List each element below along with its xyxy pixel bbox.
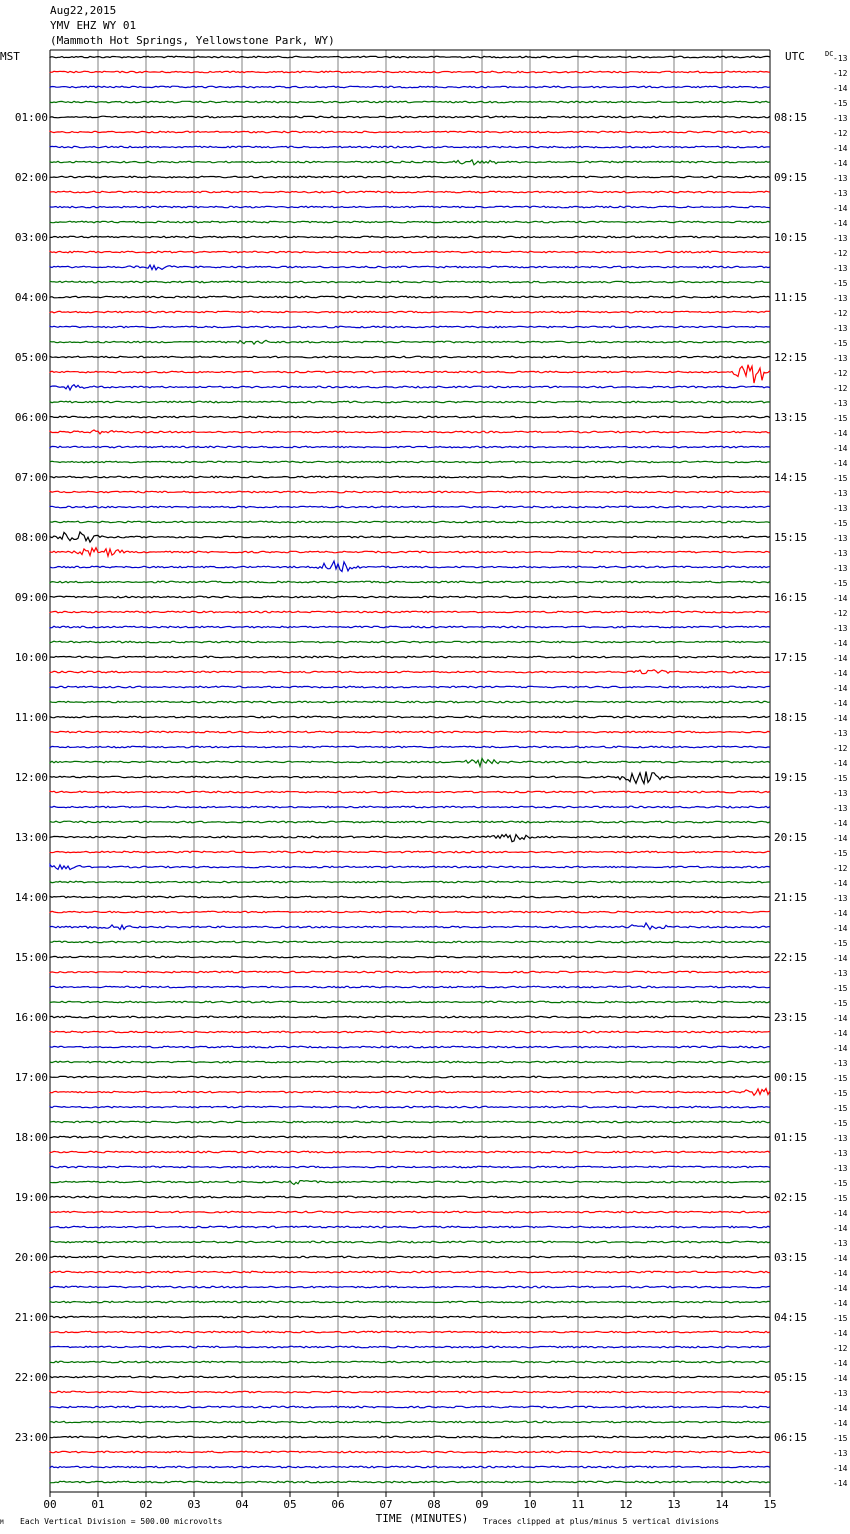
trace-row-48 [50, 772, 770, 784]
dc-offset-label: -14 [833, 699, 848, 708]
mst-hour-label: 21:00 [14, 1311, 48, 1324]
trace-row-35 [50, 581, 770, 583]
trace-row-38 [50, 626, 770, 628]
dc-offset-label: -14 [833, 759, 848, 768]
dc-offset-label: -13 [833, 294, 848, 303]
trace-row-65 [50, 1031, 770, 1033]
x-tick-label: 14 [715, 1498, 729, 1511]
dc-offset-label: -14 [833, 594, 848, 603]
mst-hour-label: 18:00 [14, 1131, 48, 1144]
trace-row-66 [50, 1046, 770, 1048]
trace-row-54 [50, 865, 770, 870]
x-tick-label: 13 [667, 1498, 681, 1511]
chart-station: YMV EHZ WY 01 [50, 19, 137, 32]
trace-row-44 [50, 716, 770, 718]
utc-hour-label: 19:15 [774, 771, 808, 784]
dc-offset-label: -14 [833, 879, 848, 888]
utc-hour-label: 18:15 [774, 711, 808, 724]
trace-row-7 [50, 160, 770, 165]
x-tick-label: 15 [763, 1498, 777, 1511]
utc-hour-label: 10:15 [774, 231, 808, 244]
trace-row-79 [50, 1241, 770, 1243]
trace-row-26 [50, 446, 770, 448]
trace-row-4 [50, 116, 770, 118]
x-tick-label: 10 [523, 1498, 537, 1511]
dc-offset-label: -14 [833, 1479, 848, 1488]
mst-hour-label: 16:00 [14, 1011, 48, 1024]
utc-hour-label: 14:15 [774, 471, 808, 484]
trace-row-27 [50, 461, 770, 463]
dc-offset-label: -13 [833, 1059, 848, 1068]
dc-offset-label: -12 [833, 384, 848, 393]
mst-hour-label: 09:00 [14, 591, 48, 604]
trace-row-41 [50, 670, 770, 674]
mst-hour-label: 06:00 [14, 411, 48, 424]
trace-row-37 [50, 611, 770, 613]
dc-offset-label: -13 [833, 1239, 848, 1248]
trace-row-31 [50, 521, 770, 523]
dc-offset-label: -14 [833, 1359, 848, 1368]
utc-hour-label: 00:15 [774, 1071, 808, 1084]
dc-offset-label: -12 [833, 309, 848, 318]
clip-note: Traces clipped at plus/minus 5 vertical divisions [483, 1517, 720, 1526]
trace-row-30 [50, 506, 770, 508]
utc-hour-label: 16:15 [774, 591, 808, 604]
dc-offset-label: -15 [833, 339, 848, 348]
x-tick-label: 00 [43, 1498, 57, 1511]
trace-row-72 [50, 1136, 770, 1138]
dc-offset-label: -13 [833, 729, 848, 738]
x-tick-label: 07 [379, 1498, 393, 1511]
trace-row-2 [50, 86, 770, 88]
trace-row-45 [50, 731, 770, 733]
scale-note: Each Vertical Division = 500.00 microvolts [20, 1517, 223, 1526]
dc-offset-label: -14 [833, 639, 848, 648]
trace-row-64 [50, 1016, 770, 1018]
utc-hour-label: 02:15 [774, 1191, 808, 1204]
dc-offset-label: -13 [833, 399, 848, 408]
trace-row-88 [50, 1376, 770, 1378]
utc-hour-label: 23:15 [774, 1011, 808, 1024]
dc-offset-label: -14 [833, 204, 848, 213]
mst-hour-label: 01:00 [14, 111, 48, 124]
trace-row-32 [50, 532, 770, 542]
dc-offset-label: -14 [833, 144, 848, 153]
x-tick-label: 05 [283, 1498, 297, 1511]
dc-offset-label: -14 [833, 669, 848, 678]
x-tick-label: 06 [331, 1498, 345, 1511]
dc-offset-label: -13 [833, 54, 848, 63]
mst-hour-label: 10:00 [14, 651, 48, 664]
dc-offset-label: -14 [833, 714, 848, 723]
trace-row-83 [50, 1301, 770, 1303]
dc-offset-label: -13 [833, 324, 848, 333]
utc-hour-label: 11:15 [774, 291, 808, 304]
dc-offset-label: -13 [833, 174, 848, 183]
utc-hour-label: 04:15 [774, 1311, 808, 1324]
dc-offset-label: -13 [833, 969, 848, 978]
dc-offset-label: -12 [833, 864, 848, 873]
trace-row-95 [50, 1481, 770, 1483]
dc-offset-label: -15 [833, 99, 848, 108]
x-axis-label: TIME (MINUTES) [375, 1512, 469, 1525]
dc-offset-label: -14 [833, 834, 848, 843]
utc-hour-label: 03:15 [774, 1251, 808, 1264]
trace-row-22 [50, 385, 770, 390]
x-tick-label: 12 [619, 1498, 633, 1511]
dc-offset-label: -14 [833, 159, 848, 168]
trace-row-18 [50, 326, 770, 328]
utc-hour-label: 08:15 [774, 111, 808, 124]
mst-hour-label: 04:00 [14, 291, 48, 304]
dc-offset-label: -14 [833, 429, 848, 438]
trace-row-33 [50, 548, 770, 556]
trace-row-47 [50, 758, 770, 766]
dc-offset-label: -12 [833, 1344, 848, 1353]
trace-row-40 [50, 656, 770, 658]
utc-hour-label: 17:15 [774, 651, 808, 664]
trace-row-29 [50, 491, 770, 493]
mst-hour-label: 17:00 [14, 1071, 48, 1084]
dc-offset-label: -14 [833, 909, 848, 918]
x-tick-label: 11 [571, 1498, 585, 1511]
x-tick-label: 08 [427, 1498, 441, 1511]
trace-row-5 [50, 131, 770, 133]
mst-hour-label: 05:00 [14, 351, 48, 364]
dc-offset-label: -13 [833, 1134, 848, 1143]
dc-offset-label: -14 [833, 1209, 848, 1218]
trace-row-24 [50, 416, 770, 418]
trace-row-0 [50, 56, 770, 58]
trace-row-42 [50, 686, 770, 688]
dc-offset-label: -15 [833, 984, 848, 993]
trace-row-9 [50, 191, 770, 193]
dc-offset-label: -13 [833, 504, 848, 513]
trace-row-62 [50, 986, 770, 988]
trace-row-92 [50, 1436, 770, 1438]
dc-offset-label: -13 [833, 624, 848, 633]
trace-row-77 [50, 1211, 770, 1213]
dc-offset-label: -13 [833, 1149, 848, 1158]
trace-row-19 [50, 340, 770, 344]
dc-offset-label: -15 [833, 774, 848, 783]
utc-hour-label: 15:15 [774, 531, 808, 544]
trace-row-89 [50, 1391, 770, 1393]
dc-offset-label: -15 [833, 1179, 848, 1188]
dc-offset-label: -13 [833, 114, 848, 123]
chart-location: (Mammoth Hot Springs, Yellowstone Park, WY) [50, 34, 335, 47]
trace-row-20 [50, 356, 770, 358]
trace-row-75 [50, 1181, 770, 1185]
dc-offset-label: -12 [833, 69, 848, 78]
trace-row-87 [50, 1361, 770, 1363]
trace-row-17 [50, 311, 770, 313]
dc-offset-label: -15 [833, 849, 848, 858]
dc-offset-label: -13 [833, 1389, 848, 1398]
trace-row-1 [50, 71, 770, 73]
dc-offset-label: -12 [833, 744, 848, 753]
trace-row-25 [50, 430, 770, 434]
trace-row-81 [50, 1271, 770, 1273]
trace-row-91 [50, 1421, 770, 1423]
dc-offset-label: -14 [833, 1014, 848, 1023]
trace-row-76 [50, 1196, 770, 1198]
utc-hour-label: 09:15 [774, 171, 808, 184]
utc-hour-label: 06:15 [774, 1431, 808, 1444]
trace-row-53 [50, 851, 770, 853]
dc-offset-label: -14 [833, 819, 848, 828]
dc-offset-label: -14 [833, 1269, 848, 1278]
mst-label: MST [0, 50, 20, 63]
mst-hour-label: 13:00 [14, 831, 48, 844]
utc-hour-label: 12:15 [774, 351, 808, 364]
trace-row-85 [50, 1331, 770, 1333]
dc-offset-label: -15 [833, 579, 848, 588]
dc-offset-label: -14 [833, 1464, 848, 1473]
dc-offset-label: -13 [833, 564, 848, 573]
trace-row-61 [50, 971, 770, 973]
trace-row-71 [50, 1121, 770, 1123]
mst-hour-label: 19:00 [14, 1191, 48, 1204]
trace-row-80 [50, 1256, 770, 1258]
x-tick-label: 03 [187, 1498, 201, 1511]
trace-row-21 [50, 365, 770, 383]
trace-row-84 [50, 1316, 770, 1318]
trace-row-23 [50, 401, 770, 403]
mst-hour-label: 12:00 [14, 771, 48, 784]
trace-row-58 [50, 923, 770, 930]
trace-row-60 [50, 956, 770, 958]
trace-row-74 [50, 1166, 770, 1168]
dc-offset-label: -15 [833, 474, 848, 483]
x-tick-label: 04 [235, 1498, 249, 1511]
dc-offset-label: -15 [833, 1434, 848, 1443]
trace-row-69 [50, 1089, 770, 1096]
dc-offset-label: -14 [833, 924, 848, 933]
utc-hour-label: 13:15 [774, 411, 808, 424]
mst-hour-label: 15:00 [14, 951, 48, 964]
trace-row-55 [50, 881, 770, 883]
dc-offset-label: -12 [833, 369, 848, 378]
x-tick-label: 09 [475, 1498, 489, 1511]
dc-offset-label: -13 [833, 354, 848, 363]
trace-row-94 [50, 1466, 770, 1468]
dc-offset-label: -13 [833, 534, 848, 543]
trace-row-13 [50, 251, 770, 253]
dc-offset-label: -14 [833, 1284, 848, 1293]
trace-row-3 [50, 101, 770, 103]
trace-row-51 [50, 821, 770, 823]
trace-row-78 [50, 1226, 770, 1228]
utc-label: UTC [785, 50, 805, 63]
dc-offset-label: -14 [833, 1299, 848, 1308]
mst-hour-label: 23:00 [14, 1431, 48, 1444]
dc-offset-label: -14 [833, 1224, 848, 1233]
mst-hour-label: 02:00 [14, 171, 48, 184]
mst-hour-label: 07:00 [14, 471, 48, 484]
corner-mark: M [0, 1519, 4, 1526]
dc-offset-label: -13 [833, 549, 848, 558]
dc-offset-label: -13 [833, 1449, 848, 1458]
utc-hour-label: 01:15 [774, 1131, 808, 1144]
dc-offset-label: -15 [833, 414, 848, 423]
trace-row-8 [50, 176, 770, 178]
mst-hour-label: 03:00 [14, 231, 48, 244]
dc-offset-label: -15 [833, 1119, 848, 1128]
dc-offset-label: -15 [833, 519, 848, 528]
dc-offset-label: -14 [833, 219, 848, 228]
trace-row-93 [50, 1451, 770, 1453]
trace-row-73 [50, 1151, 770, 1153]
dc-offset-label: -14 [833, 459, 848, 468]
trace-row-28 [50, 476, 770, 478]
trace-row-12 [50, 236, 770, 238]
x-tick-label: 01 [91, 1498, 105, 1511]
dc-offset-label: -15 [833, 939, 848, 948]
trace-row-90 [50, 1406, 770, 1408]
mst-hour-label: 11:00 [14, 711, 48, 724]
dc-offset-label: -15 [833, 1104, 848, 1113]
dc-offset-label: -14 [833, 954, 848, 963]
dc-offset-label: -14 [833, 1029, 848, 1038]
chart-date: Aug22,2015 [50, 4, 117, 17]
dc-offset-label: -14 [833, 444, 848, 453]
dc-offset-label: -12 [833, 129, 848, 138]
utc-hour-label: 21:15 [774, 891, 808, 904]
trace-row-86 [50, 1346, 770, 1348]
dc-offset-label: -15 [833, 1074, 848, 1083]
dc-offset-label: -14 [833, 1044, 848, 1053]
dc-offset-label: -13 [833, 234, 848, 243]
trace-row-63 [50, 1001, 770, 1003]
trace-row-56 [50, 896, 770, 898]
dc-offset-label: -12 [833, 609, 848, 618]
dc-offset-label: -13 [833, 894, 848, 903]
trace-row-57 [50, 911, 770, 913]
dc-offset-label: -14 [833, 84, 848, 93]
utc-hour-label: 20:15 [774, 831, 808, 844]
dc-offset-label: -13 [833, 189, 848, 198]
trace-row-14 [50, 265, 770, 270]
mst-hour-label: 08:00 [14, 531, 48, 544]
trace-row-68 [50, 1076, 770, 1078]
trace-row-59 [50, 941, 770, 943]
trace-row-52 [50, 834, 770, 841]
trace-row-16 [50, 296, 770, 298]
mst-hour-label: 20:00 [14, 1251, 48, 1264]
trace-row-70 [50, 1106, 770, 1108]
trace-row-67 [50, 1061, 770, 1063]
mst-hour-label: 14:00 [14, 891, 48, 904]
trace-row-34 [50, 561, 770, 571]
dc-label: DC [825, 50, 834, 58]
dc-offset-label: -14 [833, 1419, 848, 1428]
trace-row-36 [50, 596, 770, 598]
dc-offset-label: -15 [833, 1089, 848, 1098]
dc-offset-label: -13 [833, 264, 848, 273]
dc-offset-label: -15 [833, 279, 848, 288]
utc-hour-label: 05:15 [774, 1371, 808, 1384]
dc-offset-label: -14 [833, 684, 848, 693]
dc-offset-label: -13 [833, 1164, 848, 1173]
trace-row-46 [50, 746, 770, 748]
trace-row-49 [50, 791, 770, 793]
x-tick-label: 02 [139, 1498, 153, 1511]
trace-row-15 [50, 281, 770, 283]
utc-hour-label: 22:15 [774, 951, 808, 964]
trace-row-10 [50, 206, 770, 208]
trace-row-50 [50, 806, 770, 808]
dc-offset-label: -15 [833, 999, 848, 1008]
trace-row-43 [50, 701, 770, 703]
dc-offset-label: -14 [833, 1329, 848, 1338]
dc-offset-label: -14 [833, 1404, 848, 1413]
trace-row-6 [50, 146, 770, 148]
dc-offset-label: -13 [833, 804, 848, 813]
dc-offset-label: -14 [833, 654, 848, 663]
dc-offset-label: -15 [833, 1314, 848, 1323]
dc-offset-label: -14 [833, 1374, 848, 1383]
dc-offset-label: -14 [833, 1254, 848, 1263]
dc-offset-label: -15 [833, 1194, 848, 1203]
dc-offset-label: -12 [833, 249, 848, 258]
dc-offset-label: -13 [833, 489, 848, 498]
trace-row-39 [50, 641, 770, 643]
trace-row-82 [50, 1286, 770, 1288]
dc-offset-label: -13 [833, 789, 848, 798]
trace-row-11 [50, 221, 770, 223]
mst-hour-label: 22:00 [14, 1371, 48, 1384]
